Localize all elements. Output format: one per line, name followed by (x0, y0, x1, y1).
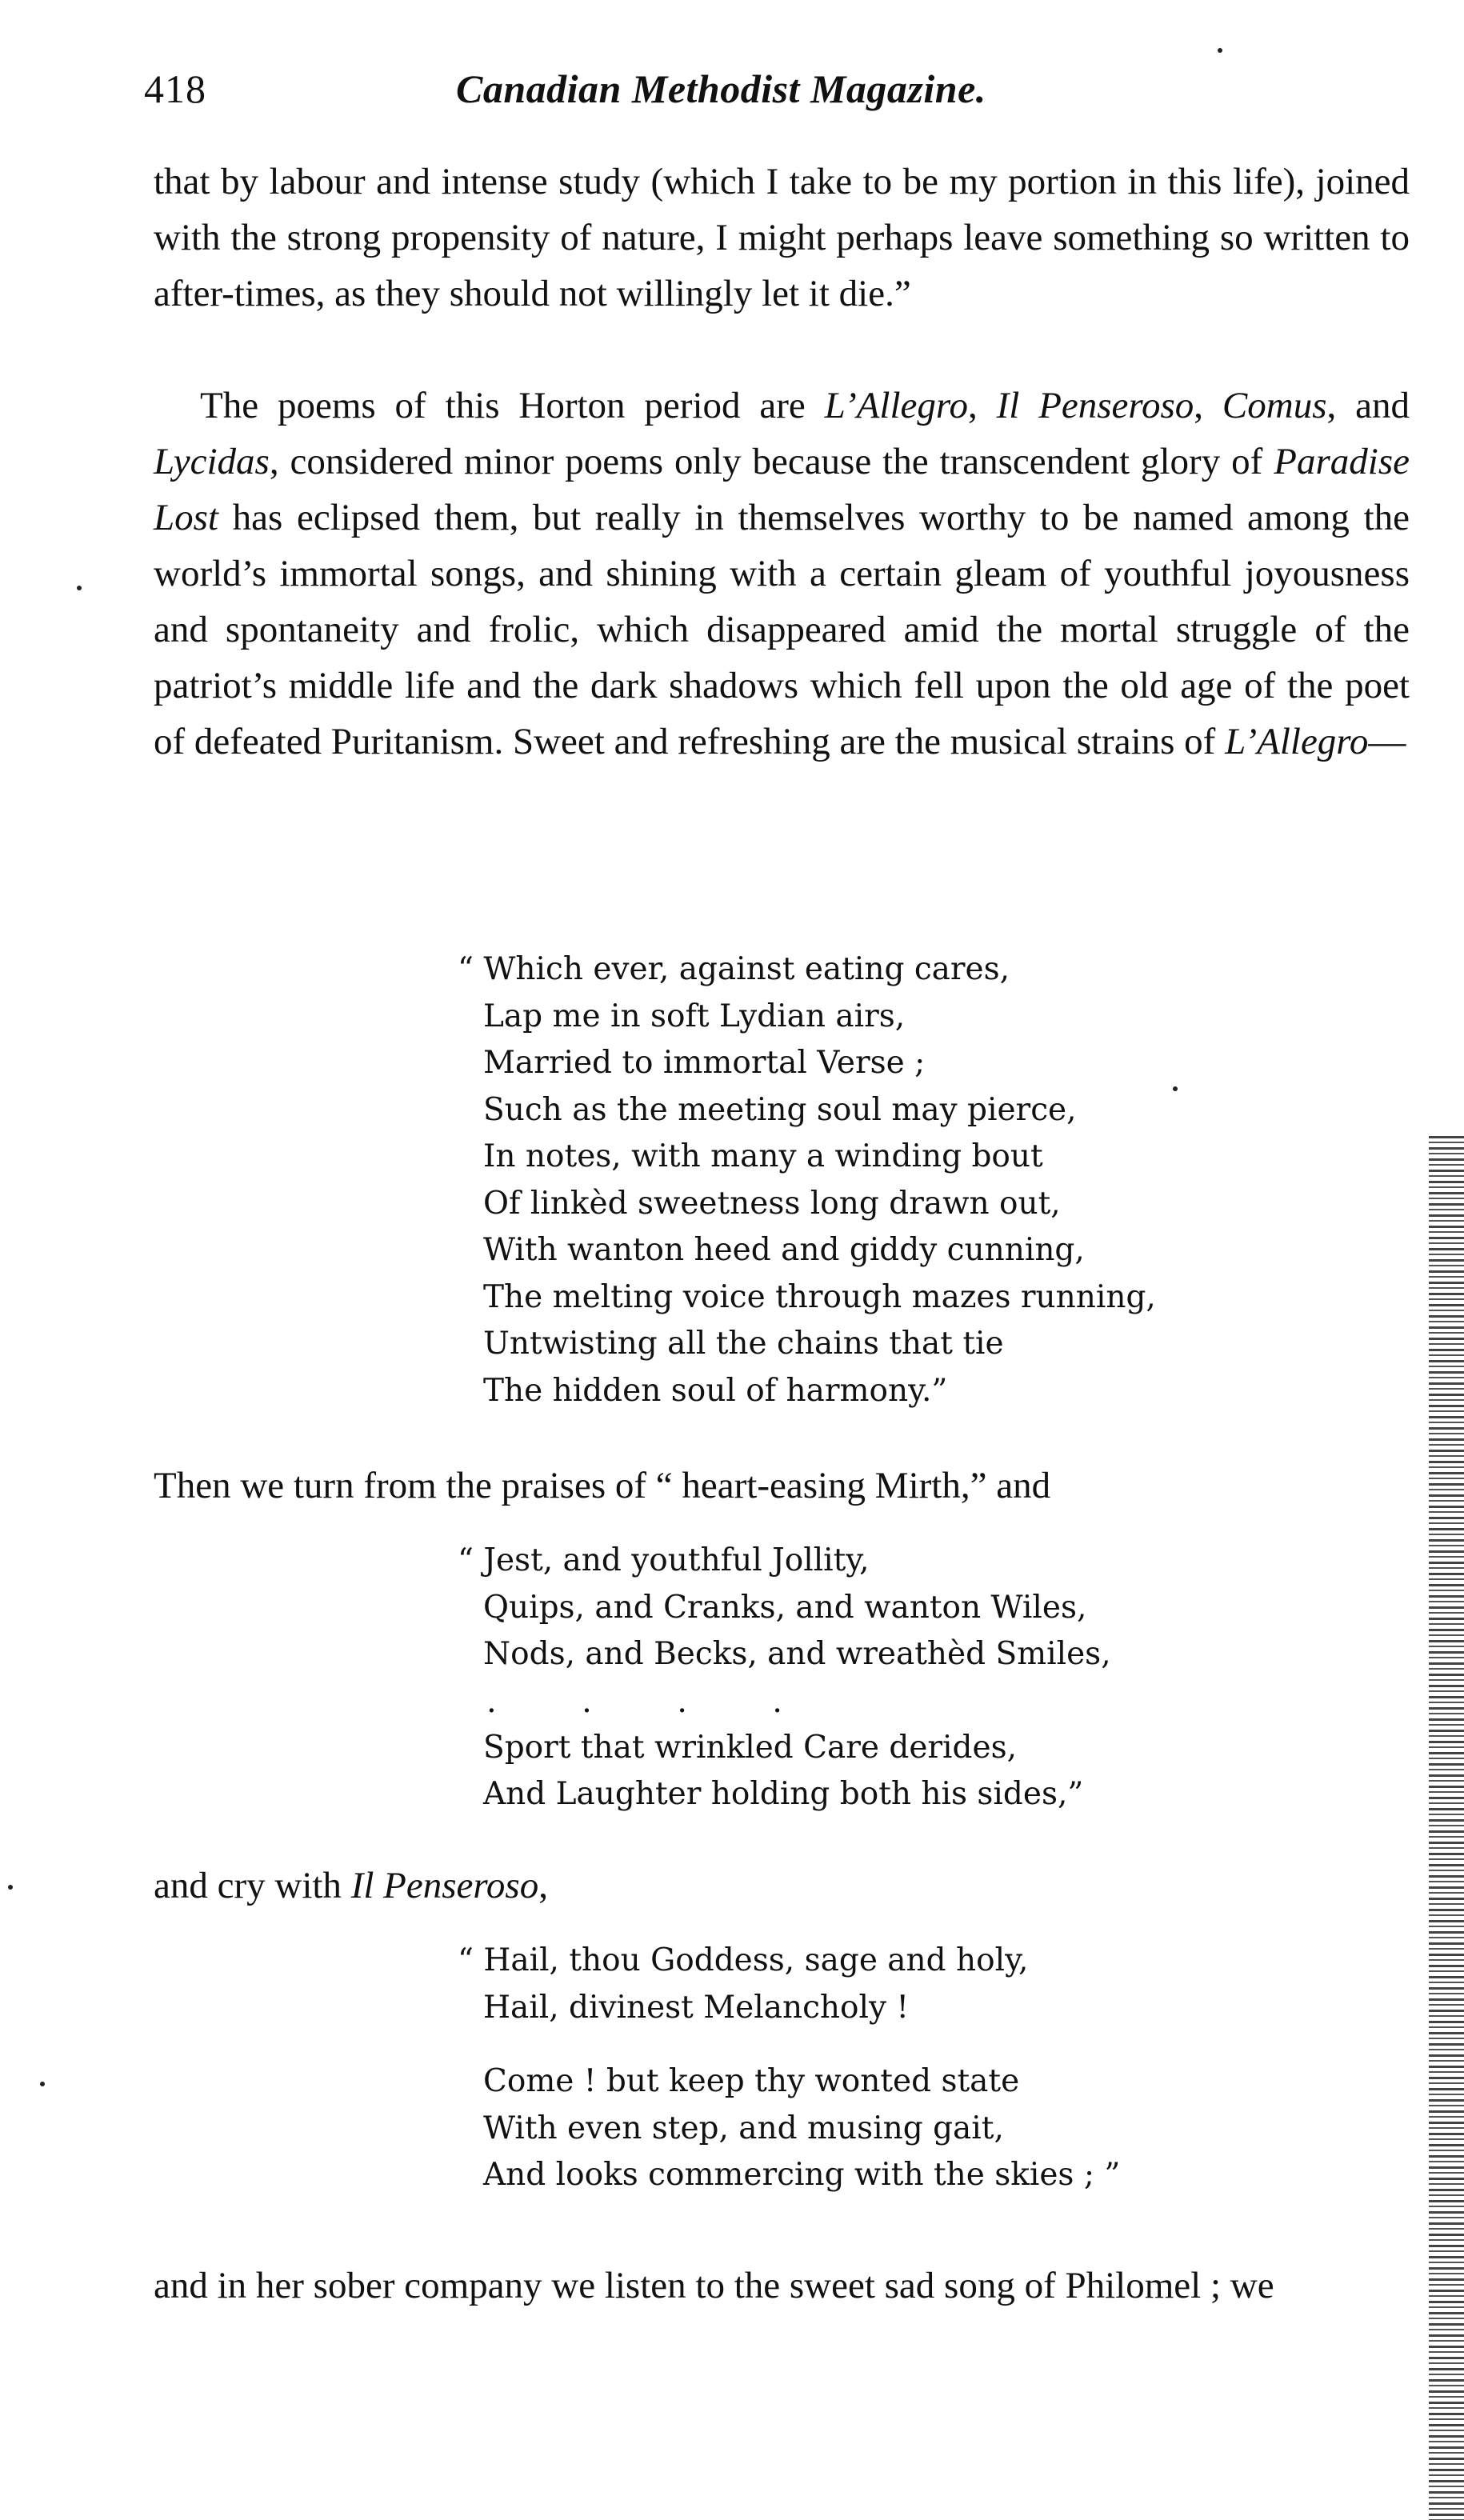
paragraph-text: that by labour and intense study (which I take to be my portion in this life), joined with the strong propensity of nature, I might perhaps leave something so written to after-times, as they should not willingly let it die.” (154, 161, 1410, 314)
verse-quote-melancholy (458, 1938, 1120, 2199)
verse-line: “ Hail, thou Goddess, sage and holy, (458, 1942, 1029, 1978)
ellipsis-dot: . (772, 1682, 782, 1720)
text-run: , and (1326, 385, 1410, 426)
italic-title: Il Penseroso (996, 385, 1194, 426)
text-run: , (538, 1865, 548, 1906)
ellipsis-dot: . (582, 1682, 592, 1720)
scan-edge-artifact (1429, 1136, 1464, 2520)
verse-line: Such as the meeting soul may pierce, (483, 1091, 1077, 1128)
verse-line: With wanton heed and giddy cunning, (483, 1232, 1085, 1268)
italic-title: Il Penseroso (350, 1865, 539, 1906)
verse-line: Married to immortal Verse ; (483, 1045, 926, 1081)
text-run: The poems of this Horton period are (200, 385, 825, 426)
italic-title: Lycidas (154, 441, 270, 482)
ellipsis-dot: . (486, 1682, 497, 1720)
paragraph-heart-easing-mirth (154, 1458, 1410, 1514)
running-title: Canadian Methodist Magazine. (456, 66, 986, 111)
verse-line: “ Which ever, against eating cares, (458, 951, 1010, 987)
text-run: and cry with (154, 1865, 351, 1906)
text-run: , (1194, 385, 1222, 426)
page-number: 418 (144, 66, 206, 111)
scan-speck (1173, 1086, 1178, 1091)
italic-title: Paradise Lost (154, 441, 1410, 538)
verse-line: The melting voice through mazes running, (483, 1278, 1156, 1315)
scan-speck (77, 586, 82, 590)
verse-line: In notes, with many a winding bout (483, 1138, 1043, 1174)
scan-speck (40, 2082, 45, 2086)
verse-line: Nods, and Becks, and wreathèd Smiles, (483, 1636, 1111, 1672)
paragraph-milton-quote-end (154, 154, 1410, 322)
verse-line: Lap me in soft Lydian airs, (483, 998, 906, 1034)
verse-line: And looks commercing with the skies ; ” (483, 2157, 1121, 2193)
running-header (144, 66, 1416, 122)
verse-line: The hidden soul of harmony.” (483, 1372, 948, 1409)
verse-line: Quips, and Cranks, and wanton Wiles, (483, 1589, 1087, 1626)
verse-line: Hail, divinest Melancholy ! (483, 1989, 910, 2026)
paragraph-il-penseroso (154, 1858, 1410, 1914)
scan-speck (8, 1885, 13, 1890)
verse-line: Untwisting all the chains that tie (483, 1326, 1004, 1362)
text-run: , (967, 385, 997, 426)
italic-title: Comus (1222, 385, 1327, 426)
verse-line: And Laughter holding both his sides,” (483, 1776, 1084, 1812)
verse-ellipsis (486, 1678, 782, 1725)
text-run: , considered minor poems only because the transcendent glory of (269, 441, 1274, 482)
verse-line: “ Jest, and youthful Jollity, (458, 1542, 870, 1578)
paragraph-horton-period (154, 378, 1410, 770)
italic-title: L’Allegro (824, 385, 968, 426)
paragraph-text (154, 378, 1410, 770)
ellipsis-dot: . (677, 1682, 687, 1720)
text-run: has eclipsed them, but really in themselves worthy to be named among the world’s immortal songs, and shining with a certain gleam of youthful joyousness and spontaneity and frolic, which disappeared amid the mortal struggle of the patriot’s middle life and the dark shadows which fell upon the old age of the poet of defeated Puritanism. Sweet and refreshing are the musical strains of (154, 497, 1410, 762)
paragraph-philomel (154, 2258, 1410, 2314)
verse-line: With even step, and musing gait, (483, 2110, 1004, 2146)
scan-speck (1218, 48, 1222, 53)
verse-quote-lallegro (458, 946, 1156, 1414)
verse-line: Come ! but keep thy wonted state (483, 2063, 1020, 2099)
paragraph-text: and in her sober company we listen to the sweet sad song of Philomel ; we (154, 2265, 1274, 2306)
italic-title: L’Allegro (1225, 721, 1369, 762)
verse-line: Of linkèd sweetness long drawn out, (483, 1185, 1061, 1222)
verse-line: Sport that wrinkled Care derides, (483, 1729, 1017, 1766)
stanza-gap (458, 2031, 1120, 2058)
paragraph-text (154, 1858, 1410, 1914)
verse-quote-jollity (458, 1538, 1111, 1818)
paragraph-text: Then we turn from the praises of “ heart-easing Mirth,” and (154, 1465, 1051, 1506)
text-run: — (1368, 721, 1406, 762)
